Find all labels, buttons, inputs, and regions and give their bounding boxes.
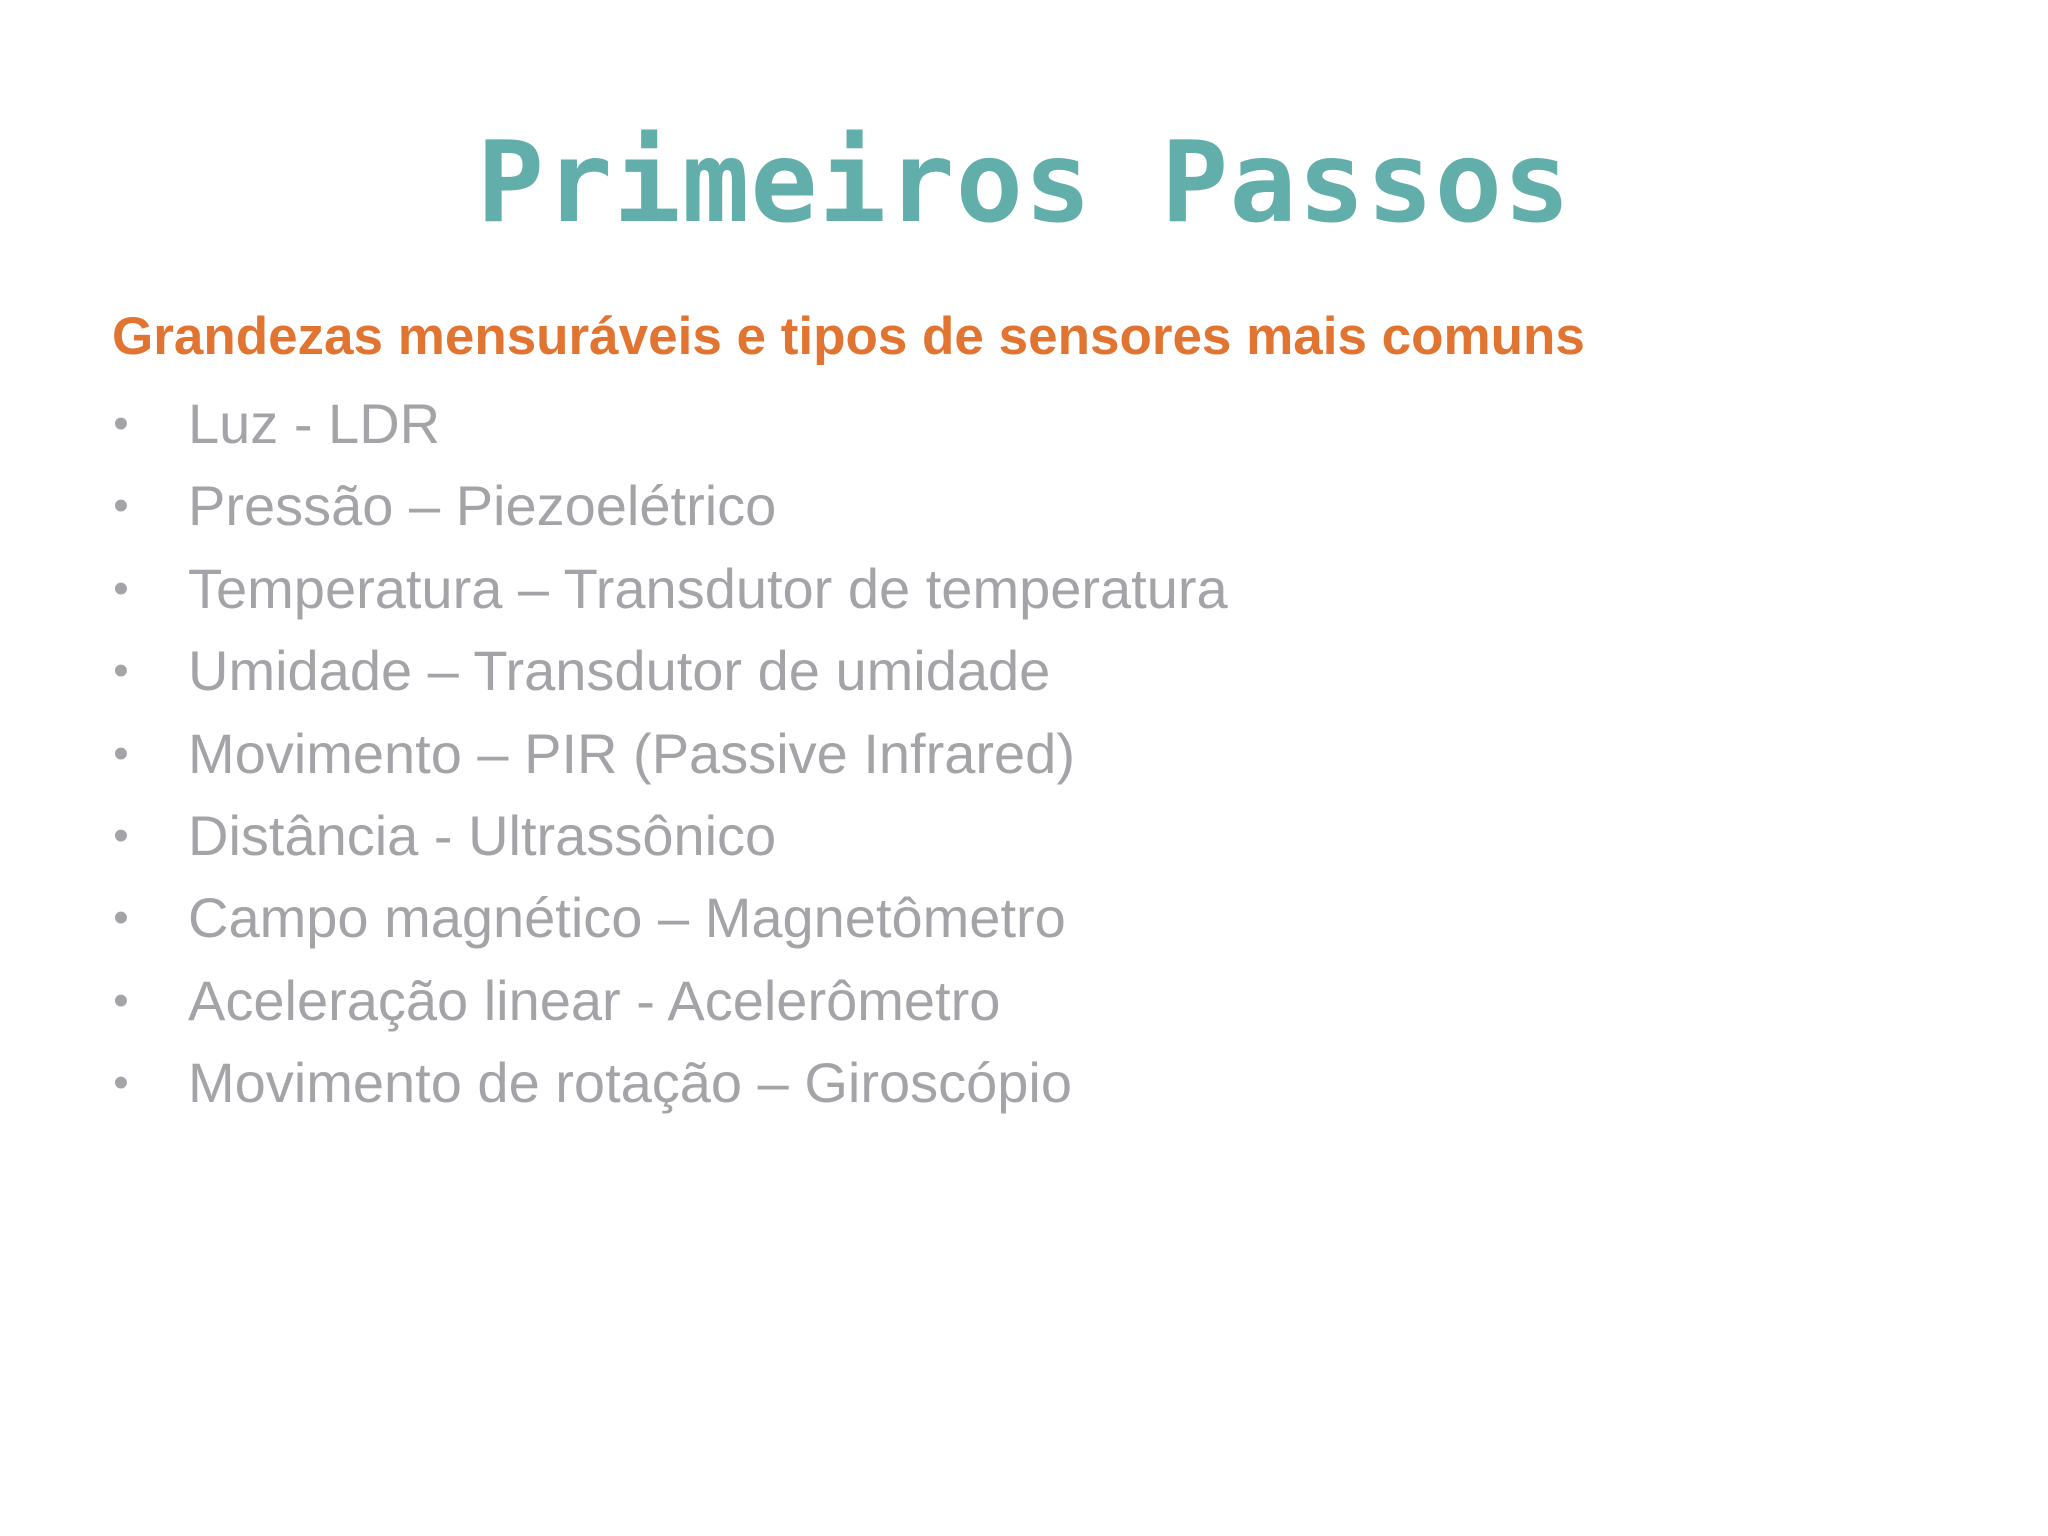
- bullet-icon: •: [113, 481, 129, 531]
- slide-subtitle: Grandezas mensuráveis e tipos de sensores mais comuns: [112, 307, 1585, 366]
- list-item-text: Campo magnético – Magnetômetro: [188, 886, 1066, 950]
- bullet-icon: •: [113, 893, 129, 943]
- bullet-icon: •: [113, 728, 129, 778]
- list-item-text: Aceleração linear - Acelerômetro: [188, 968, 1001, 1032]
- bullet-icon: •: [113, 810, 129, 860]
- bullet-icon: •: [113, 646, 129, 696]
- list-item-text: Umidade – Transdutor de umidade: [188, 639, 1051, 703]
- list-item-text: Movimento – PIR (Passive Infrared): [188, 721, 1075, 785]
- list-item-text: Movimento de rotação – Giroscópio: [188, 1051, 1072, 1115]
- slide-title: Primeiros Passos: [476, 118, 1572, 248]
- list-item-text: Temperatura – Transdutor de temperatura: [188, 556, 1228, 620]
- list-item-text: Pressão – Piezoelétrico: [188, 474, 777, 538]
- list-item-text: Distância - Ultrassônico: [188, 803, 777, 867]
- bullet-icon: •: [113, 975, 129, 1025]
- bullet-icon: •: [113, 399, 129, 448]
- list-item-text: Luz - LDR: [188, 392, 441, 455]
- bullet-icon: •: [113, 563, 129, 613]
- bullet-icon: •: [113, 1058, 129, 1108]
